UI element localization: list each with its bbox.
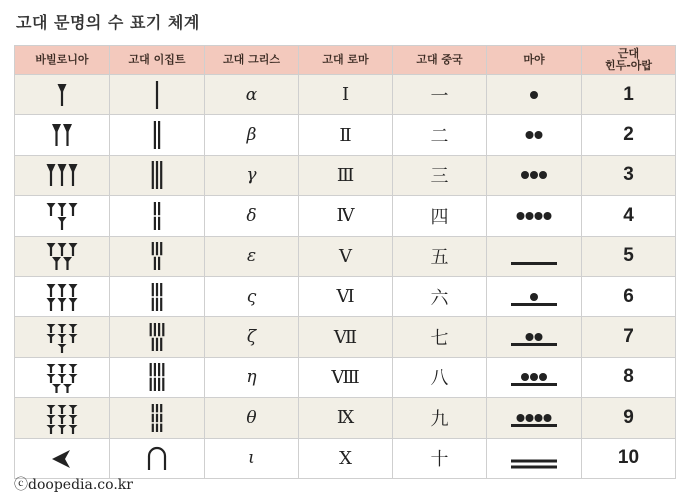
egyptian-glyph [137,119,177,151]
stroke-mark [152,404,154,412]
stroke-mark [160,297,162,310]
corner-wedge [52,450,70,468]
wedge-stem [61,302,63,311]
stroke-mark [160,338,162,351]
wedge-stem [61,207,63,216]
wedge-stem [50,247,52,256]
wedge-stem [50,337,52,343]
stroke-mark [154,217,156,230]
maya-bar [511,303,557,306]
wedge-stem [55,387,57,393]
maya-dot [539,171,547,179]
stroke-mark [154,121,156,149]
maya-bar [511,343,557,346]
stroke-mark [160,161,162,189]
stroke-mark [162,323,164,336]
stroke-mark [158,121,160,149]
egyptian-cell [110,155,205,195]
maya-dot [526,414,534,422]
header-chinese: 고대 중국 [393,46,487,75]
wedge-stem [50,171,52,186]
babylonian-cell [15,398,110,438]
maya-glyph [504,361,564,393]
numeral-row [15,357,676,397]
wedge-stem [50,377,52,383]
maya-cell [487,317,582,357]
maya-glyph [504,321,564,353]
wedge-stem [55,131,57,146]
header-hindu-arabic [582,46,676,75]
wedge-stem [72,327,74,333]
wedge-stem [66,131,68,146]
stroke-mark [152,297,154,310]
wedge-stem [61,288,63,297]
maya-cell [487,438,582,478]
numeral-row [15,236,676,276]
egyptian-cell [110,317,205,357]
wedge-stem [72,247,74,256]
roman-cell: Ⅸ [299,398,393,438]
wedge-stem [50,428,52,434]
maya-dot [521,171,529,179]
hindu-arabic-cell: 1 [582,75,676,115]
greek-cell: δ [205,196,299,236]
stroke-mark [156,161,158,189]
stroke-mark [154,378,156,391]
egyptian-glyph [137,442,177,474]
wedge-stem [61,337,63,343]
maya-dot [530,91,538,99]
maya-dot [535,131,543,139]
maya-glyph [504,79,564,111]
stroke-mark [152,414,154,422]
maya-bar [511,424,557,427]
egyptian-glyph [137,240,177,272]
stroke-mark [160,404,162,412]
stroke-mark [152,338,154,351]
maya-glyph [504,119,564,151]
egyptian-cell [110,276,205,316]
maya-dot [544,414,552,422]
babylonian-cell [15,236,110,276]
numeral-row [15,115,676,155]
numeral-row [15,398,676,438]
wedge-stem [61,418,63,424]
greek-cell: β [205,115,299,155]
babylonian-glyph [40,442,84,474]
babylonian-cell [15,357,110,397]
babylonian-glyph [40,281,84,313]
stroke-mark [158,323,160,336]
header-hindu-arabic-line2: 힌두-아랍 [604,59,653,72]
stroke-mark [156,404,158,412]
wedge-stem [61,247,63,256]
babylonian-glyph [40,321,84,353]
stroke-mark [162,363,164,376]
roman-cell: Ⅹ [299,438,393,478]
wedge-stem [72,207,74,216]
greek-cell: ς [205,276,299,316]
stroke-mark [154,257,156,270]
stroke-mark [160,242,162,255]
egyptian-cell [110,236,205,276]
maya-bar [511,460,557,463]
wedge-stem [61,408,63,414]
page-title: 고대 문명의 수 표기 체계 [16,13,200,32]
egyptian-glyph [137,281,177,313]
maya-glyph [504,159,564,191]
maya-dot [544,212,552,220]
maya-bar [511,262,557,265]
stroke-mark [158,217,160,230]
stroke-mark [156,414,158,422]
chinese-cell: 六 [393,276,487,316]
maya-dot [521,373,529,381]
babylonian-cell [15,196,110,236]
hindu-arabic-cell: 7 [582,317,676,357]
hindu-arabic-cell: 3 [582,155,676,195]
header-row [15,46,676,75]
numeral-row [15,317,676,357]
stroke-mark [162,378,164,391]
maya-cell [487,196,582,236]
hindu-arabic-cell: 4 [582,196,676,236]
maya-cell [487,75,582,115]
chinese-cell: 十 [393,438,487,478]
copyright-footer: ⓒdoopedia.co.kr [14,477,133,493]
maya-dot [517,212,525,220]
chinese-cell: 二 [393,115,487,155]
numeral-row [15,155,676,195]
wedge-stem [72,377,74,383]
babylonian-cell [15,155,110,195]
babylonian-cell [15,75,110,115]
wedge-stem [72,418,74,424]
wedge-stem [72,408,74,414]
babylonian-cell [15,115,110,155]
wedge-stem [72,302,74,311]
maya-dot [526,333,534,341]
babylonian-cell [15,276,110,316]
wedge-stem [50,418,52,424]
roman-cell: Ⅰ [299,75,393,115]
numeral-row [15,276,676,316]
egyptian-glyph [137,321,177,353]
greek-cell: α [205,75,299,115]
wedge-stem [50,302,52,311]
egyptian-cell [110,75,205,115]
roman-cell: Ⅱ [299,115,393,155]
header-maya: 마야 [487,46,582,75]
stroke-mark [152,242,154,255]
wedge-stem [50,367,52,373]
babylonian-cell [15,317,110,357]
egyptian-glyph [137,79,177,111]
roman-cell: Ⅲ [299,155,393,195]
stroke-mark [160,423,162,431]
header-roman: 고대 로마 [299,46,393,75]
babylonian-glyph [40,402,84,434]
stroke-mark [156,283,158,296]
wedge-stem [50,408,52,414]
stroke-mark [156,338,158,351]
egyptian-glyph [137,402,177,434]
egyptian-cell [110,196,205,236]
chinese-cell: 七 [393,317,487,357]
header-egyptian: 고대 이집트 [110,46,205,75]
numeral-systems-table [14,45,676,479]
babylonian-glyph [40,361,84,393]
stroke-mark [156,81,158,109]
stroke-mark [160,414,162,422]
maya-cell [487,398,582,438]
hindu-arabic-cell: 6 [582,276,676,316]
stroke-mark [150,363,152,376]
babylonian-glyph [40,119,84,151]
stroke-mark [150,323,152,336]
stroke-mark [158,378,160,391]
stroke-mark [152,423,154,431]
hindu-arabic-cell: 9 [582,398,676,438]
hindu-arabic-cell: 8 [582,357,676,397]
header-babylonian: 바빌로니아 [15,46,110,75]
maya-cell [487,276,582,316]
maya-dot [517,414,525,422]
egyptian-cell [110,398,205,438]
roman-cell: Ⅵ [299,276,393,316]
greek-cell: γ [205,155,299,195]
numeral-row [15,75,676,115]
maya-glyph [504,402,564,434]
maya-glyph [504,281,564,313]
wedge-stem [50,288,52,297]
wedge-stem [55,261,57,270]
numeral-row [15,196,676,236]
wedge-stem [50,207,52,216]
greek-cell: ζ [205,317,299,357]
stroke-mark [154,323,156,336]
roman-cell: Ⅷ [299,357,393,397]
stroke-mark [154,363,156,376]
roman-cell: Ⅳ [299,196,393,236]
wedge-stem [61,221,63,230]
egyptian-glyph [137,159,177,191]
stroke-mark [158,257,160,270]
maya-dot [526,212,534,220]
egyptian-cell [110,115,205,155]
stroke-mark [152,283,154,296]
greek-cell: η [205,357,299,397]
maya-glyph [504,200,564,232]
chinese-cell: 八 [393,357,487,397]
stroke-mark [156,242,158,255]
wedge-stem [61,428,63,434]
maya-bar [511,383,557,386]
chinese-cell: 五 [393,236,487,276]
wedge-stem [72,367,74,373]
maya-dot [535,333,543,341]
maya-cell [487,115,582,155]
greek-cell: ι [205,438,299,478]
maya-glyph [504,240,564,272]
greek-cell: θ [205,398,299,438]
stroke-mark [158,202,160,215]
egyptian-glyph [137,200,177,232]
stroke-mark [158,363,160,376]
hindu-arabic-cell: 2 [582,115,676,155]
maya-dot [526,131,534,139]
maya-cell [487,155,582,195]
maya-cell [487,236,582,276]
hindu-arabic-cell: 10 [582,438,676,478]
chinese-cell: 四 [393,196,487,236]
babylonian-glyph [40,240,84,272]
wedge-stem [61,347,63,353]
maya-cell [487,357,582,397]
wedge-stem [61,377,63,383]
stroke-mark [156,297,158,310]
chinese-cell: 三 [393,155,487,195]
wedge-stem [66,387,68,393]
maya-dot [530,293,538,301]
babylonian-cell [15,438,110,478]
heel-bone-arch [149,448,165,470]
stroke-mark [152,161,154,189]
roman-cell: Ⅶ [299,317,393,357]
hindu-arabic-cell: 5 [582,236,676,276]
maya-bar [511,466,557,469]
wedge-stem [61,327,63,333]
header-hindu-arabic-line1: 근대 [617,47,640,60]
maya-dot [535,414,543,422]
wedge-stem [72,428,74,434]
maya-dot [539,373,547,381]
stroke-mark [160,283,162,296]
roman-cell: Ⅴ [299,236,393,276]
babylonian-glyph [40,200,84,232]
chinese-cell: 九 [393,398,487,438]
egyptian-cell [110,438,205,478]
wedge-stem [61,171,63,186]
wedge-stem [72,288,74,297]
wedge-stem [72,337,74,343]
stroke-mark [150,378,152,391]
maya-dot [530,373,538,381]
wedge-stem [50,327,52,333]
header-greek: 고대 그리스 [205,46,299,75]
greek-cell: ε [205,236,299,276]
maya-dot [535,212,543,220]
babylonian-glyph [40,159,84,191]
numeral-row [15,438,676,478]
wedge-stem [72,171,74,186]
egyptian-cell [110,357,205,397]
stroke-mark [154,202,156,215]
wedge-stem [61,90,63,105]
egyptian-glyph [137,361,177,393]
maya-glyph [504,442,564,474]
chinese-cell: 一 [393,75,487,115]
wedge-stem [61,367,63,373]
babylonian-glyph [40,79,84,111]
stroke-mark [156,423,158,431]
maya-dot [530,171,538,179]
wedge-stem [66,261,68,270]
